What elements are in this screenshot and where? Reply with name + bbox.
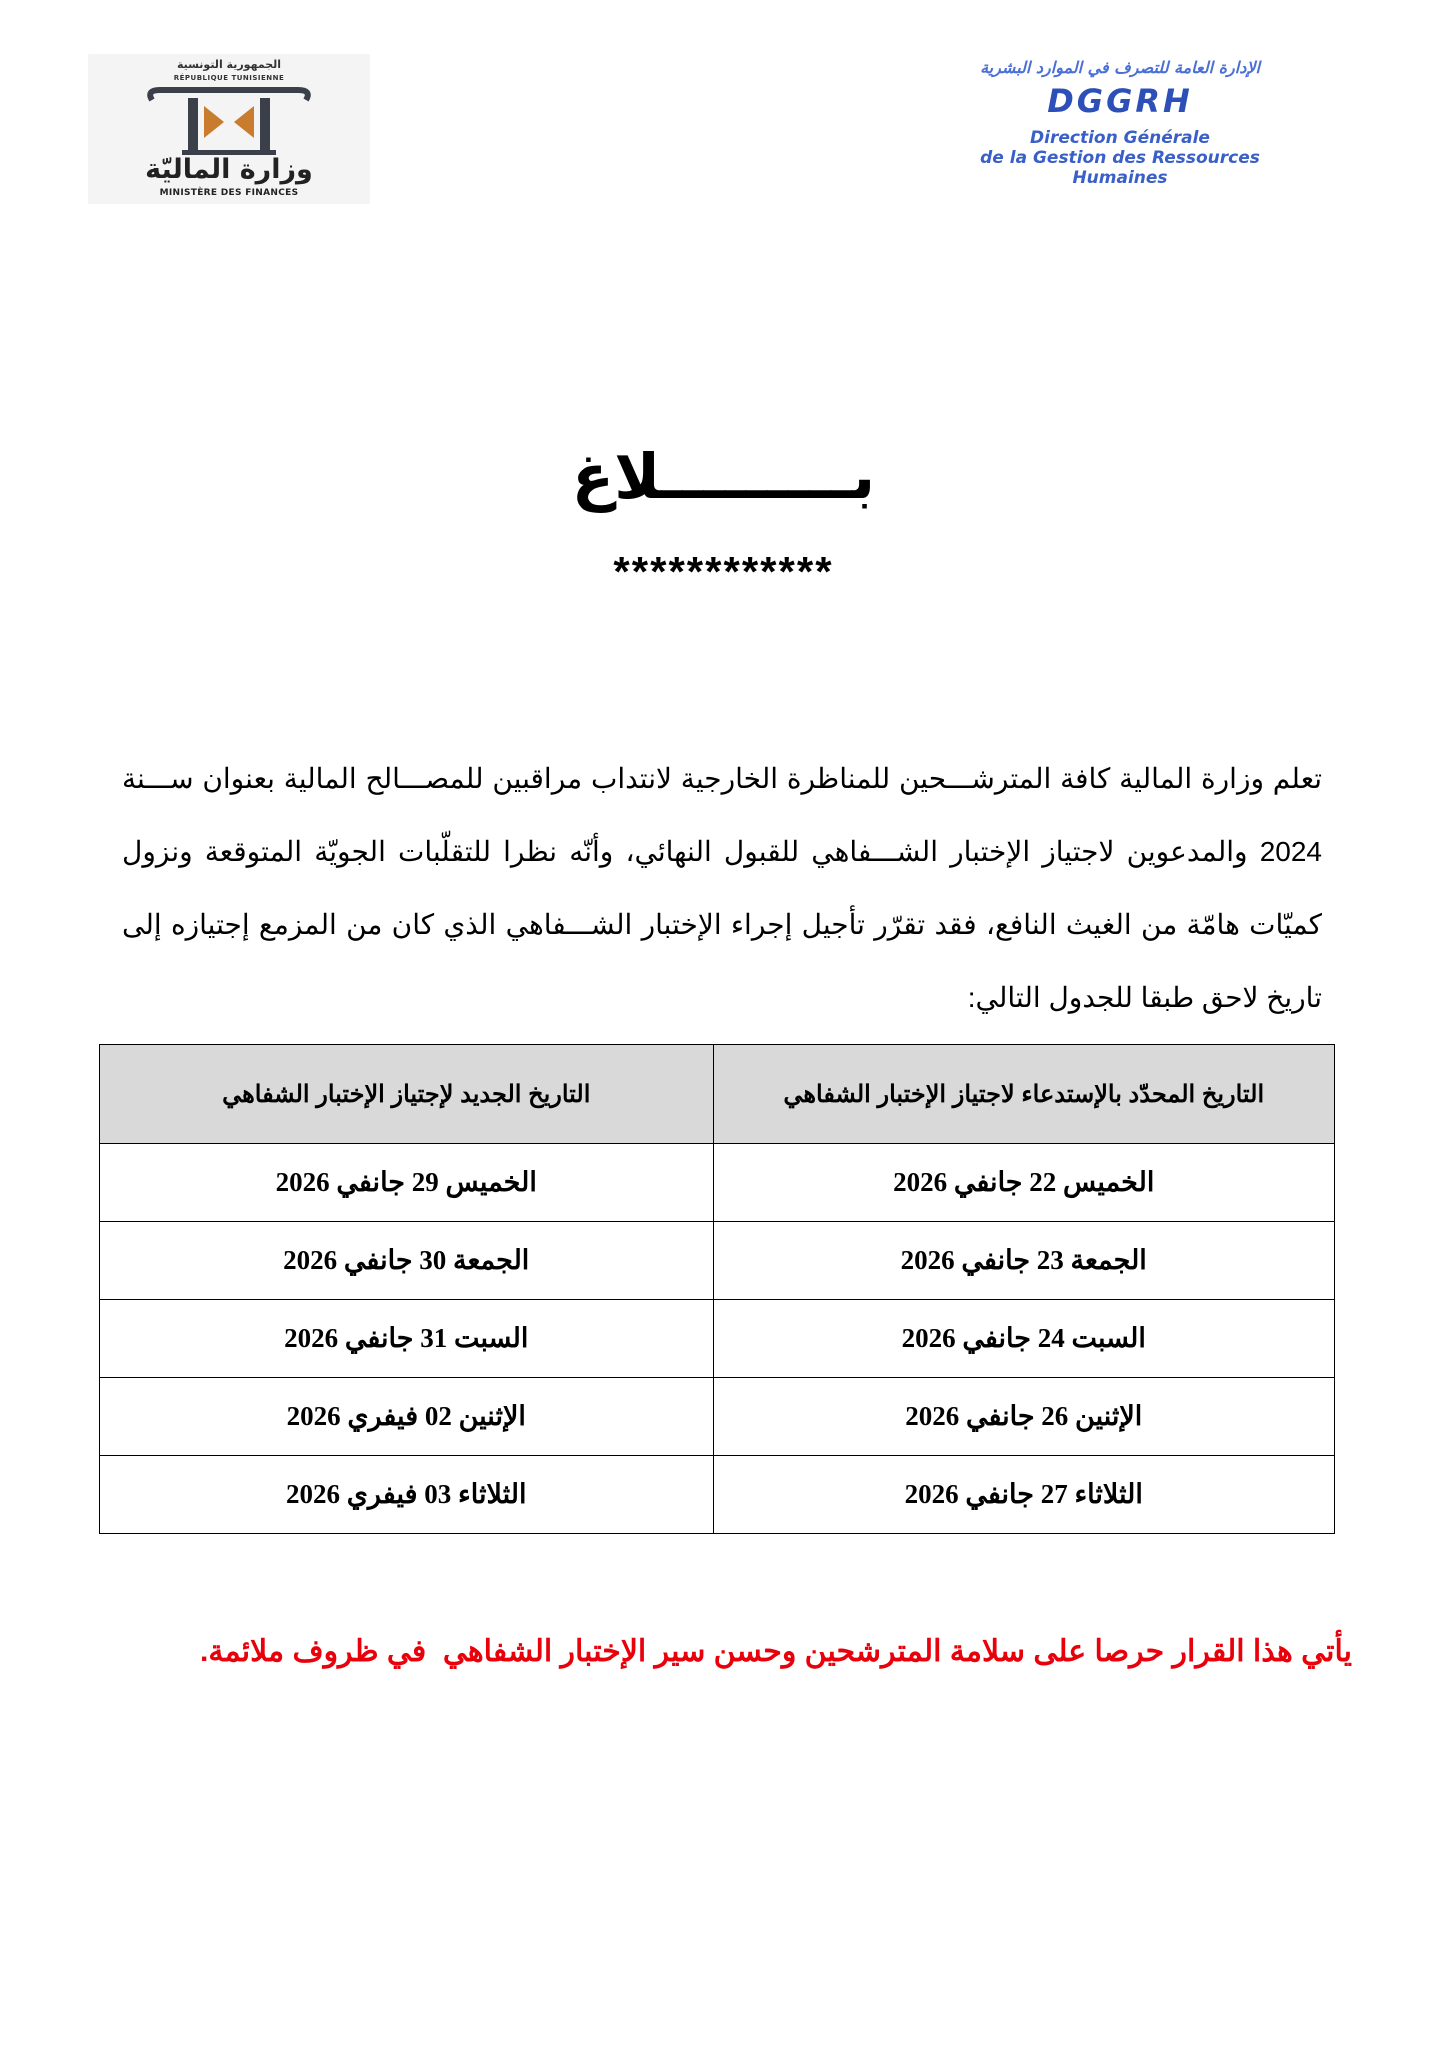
original-date-cell: الثلاثاء 27 جانفي 2026 — [713, 1456, 1335, 1534]
table-row — [100, 1300, 1335, 1378]
document-title: بـــــــــلاغ — [571, 440, 876, 513]
title-separator: ************ — [613, 548, 834, 595]
ministry-emblem-icon — [138, 84, 320, 156]
decision-note: يأتي هذا القرار حرصا على سلامة المترشحين وحسن سير الإختبار الشفاهي في ظروف ملائمة. — [200, 1635, 1352, 1668]
header-original-date: التاريخ المحدّد بالإستدعاء لاجتياز الإختبار الشفاهي — [713, 1045, 1335, 1144]
table-row — [100, 1378, 1335, 1456]
original-date-cell: السبت 24 جانفي 2026 — [713, 1300, 1335, 1378]
dggrh-french-line2: de la Gestion des Ressources Humaines — [980, 148, 1260, 188]
logo-ministry-arabic: وزارة الماليّة — [145, 154, 313, 185]
new-date-cell: السبت 31 جانفي 2026 — [100, 1300, 714, 1378]
dggrh-logo — [930, 52, 1310, 188]
new-date-cell: الثلاثاء 03 فيفري 2026 — [100, 1456, 714, 1534]
logo-country-arabic: الجمهورية التونسية — [176, 58, 282, 71]
dggrh-acronym: DGGRH — [1047, 82, 1193, 120]
schedule-table — [99, 1044, 1335, 1534]
table-row — [100, 1456, 1335, 1534]
original-date-cell: الإثنين 26 جانفي 2026 — [713, 1378, 1335, 1456]
logo-country-french: RÉPUBLIQUE TUNISIENNE — [173, 74, 285, 82]
dggrh-french-line1: Direction Générale — [1030, 128, 1210, 148]
new-date-cell: الجمعة 30 جانفي 2026 — [100, 1222, 714, 1300]
ministry-of-finance-logo — [88, 54, 370, 204]
table-header-row — [100, 1045, 1335, 1144]
logo-ministry-french: MINISTÈRE DES FINANCES — [159, 188, 299, 198]
header-new-date: التاريخ الجديد لإجتياز الإختبار الشفاهي — [100, 1045, 714, 1144]
announcement-body: تعلم وزارة المالية كافة المترشـــحين للمناظرة الخارجية لانتداب مراقبين للمصـــالح المالية بعنوان ســـنة 2024 والمدعوين لاجتياز الإختبار الشـــفاهي للقبول النهائي، وأنّه نظرا للتقلّبات الجويّة المتوقعة ونزول كميّات هامّة من الغيث النافع، فقد تقرّر تأجيل إجراء الإختبار الشـــفاهي الذي كان من المزمع إجتيازه إلى تاريخ لاحق طبقا للجدول التالي: — [122, 763, 1322, 1013]
table-row — [100, 1144, 1335, 1222]
new-date-cell: الإثنين 02 فيفري 2026 — [100, 1378, 714, 1456]
table-row — [100, 1222, 1335, 1300]
new-date-cell: الخميس 29 جانفي 2026 — [100, 1144, 714, 1222]
original-date-cell: الجمعة 23 جانفي 2026 — [713, 1222, 1335, 1300]
dggrh-arabic-name: الإدارة العامة للتصرف في الموارد البشرية — [980, 58, 1260, 77]
original-date-cell: الخميس 22 جانفي 2026 — [713, 1144, 1335, 1222]
